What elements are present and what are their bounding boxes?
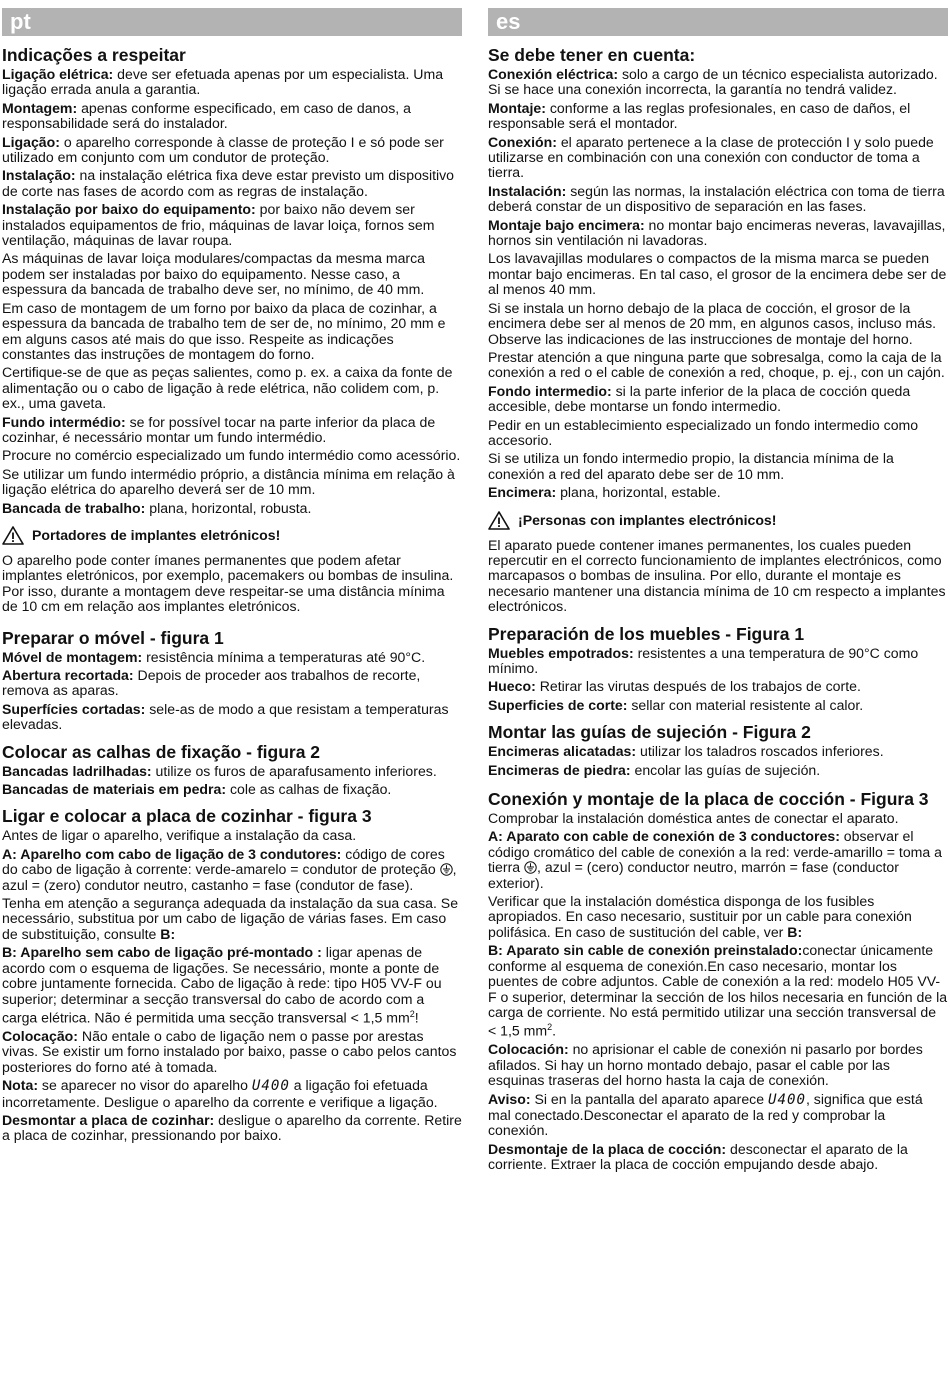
paragraph: El aparato puede contener imanes permanentes, los cuales pueden repercutir en el correcto funcionamiento de implantes electrónicos, como marcapasos o bombas de insulina. Por ello, durante el montaje es necesario mantener una distancia mínima de 10 cm respecto a implantes electrónicos.: [488, 536, 946, 615]
paragraph: Móvel de montagem: resistência mínima a temperaturas até 90°C.: [2, 648, 426, 665]
paragraph: Encimera: plana, horizontal, estable.: [488, 484, 721, 501]
paragraph: Colocación: no aprisionar el cable de conexión ni pasarlo por bordes afilados. Si hay un horno montado debajo, pasar el cable por las esquinas traseras del horno hasta la caja de conexión.: [488, 1041, 923, 1089]
ground-symbol-icon: [524, 861, 537, 874]
warning-heading-pt: Portadores de implantes eletrónicos!: [2, 526, 462, 545]
paragraph: Em caso de montagem de um forno por baixo da placa de cozinhar, a espessura da bancada de trabalho tem de ser de, no mínimo, 20 mm e em alguns casos até mais do que isso. Respeite as indicações constantes das instruções de montagem do forno.: [2, 299, 446, 362]
paragraph: B: Aparato sin cable de conexión preinstalado:conectar únicamente conforme al esquema de conexión.En caso necesario, montar los puentes de cobre adjuntos. Cable de conexión a la red: modelo H05 VV-F o superior, determinar la sección de los hilos necesaria en función de la carga de corriente. No está permitido utilizar una sección transversal de < 1,5 $mm^2$.: [488, 942, 948, 1039]
paragraph: Colocação: Não entale o cabo de ligação nem o passe por arestas vivas. Se existir um forno instalado por baixo, passe o cabo pelos cantos posteriores do forno até à tomada.: [2, 1028, 457, 1075]
language-tab-es: es: [488, 8, 948, 36]
paragraph: Hueco: Retirar las virutas después de los trabajos de corte.: [488, 678, 861, 695]
paragraph: Muebles empotrados: resistentes a una temperatura de 90°C como mínimo.: [488, 644, 919, 676]
paragraph: A: Aparelho com cabo de ligação de 3 condutores: código de cores do cabo de ligação à corrente: verde-amarelo = condutor de proteção , azul = (zero) condutor neutro, castanho = fase (condutor de fase).: [2, 845, 457, 893]
paragraph: Desmontaje de la placa de cocción: desconectar el aparato de la corriente. Extraer la placa de cocción empujando desde abajo.: [488, 1140, 908, 1173]
section-title-rails-pt: Colocar as calhas de fixação - figura 2: [2, 741, 321, 762]
paragraph: Se utilizar um fundo intermédio próprio, a distância mínima em relação à ligação elétrica do aparelho deverá ser de 10 mm.: [2, 465, 455, 498]
paragraph: Prestar atención a que ninguna parte que sobresalga, como la caja de la conexión a red o el cable de conexión a red, choque, p. ej., con un cajón.: [488, 348, 945, 381]
paragraph: Encimeras de piedra: encolar las guías de sujeción.: [488, 761, 821, 778]
paragraph: Fondo intermedio: si la parte inferior de la placa de cocción queda accesible, debe montarse un fondo intermedio.: [488, 382, 911, 415]
paragraph: Los lavavajillas modulares o compactos de la misma marca se pueden montar bajo encimeras. En tal caso, el grosor de la encimera debe ser de al menos 40 mm.: [488, 250, 947, 298]
paragraph: Instalação: na instalação elétrica fixa deve estar previsto um dispositivo de corte nas fases de acordo com as regras de instalação.: [2, 167, 455, 199]
paragraph: Tenha em atenção a segurança adequada da instalação da sua casa. Se necessário, substitua por um cabo de ligação de várias fases. Em caso de substituição, consulte B:: [2, 895, 459, 942]
paragraph: O aparelho pode conter ímanes permanentes que podem afetar implantes eletrónicos, por exemplo, pacemakers ou bombas de insulina. Por isso, durante a montagem deve respeitar-se uma distância mínima de 10 cm em relação aos implantes eletrónicos.: [2, 551, 454, 615]
language-tab-pt: pt: [2, 8, 462, 36]
paragraph: Superficies de corte: sellar con material resistente al calor.: [488, 696, 864, 713]
paragraph: Pedir en un establecimiento especializado un fondo intermedio como accesorio.: [488, 416, 919, 448]
paragraph: Instalación: según las normas, la instalación eléctrica con toma de tierra deberá constar de un dispositivo de separación en las fases.: [488, 182, 945, 215]
display-code: U400: [251, 1078, 290, 1095]
paragraph: Bancadas de materiais em pedra: cole as calhas de fixação.: [2, 781, 392, 798]
column-es: [488, 8, 948, 1176]
section-title-prepare-es: Preparación de los muebles - Figura 1: [488, 623, 805, 644]
section-title-prepare-pt: Preparar o móvel - figura 1: [2, 627, 224, 648]
paragraph: Certifique-se de que as peças salientes, como p. ex. a caixa da fonte de alimentação ou o cabo de ligação à rede elétrica, não colidem com, p. ex., uma gaveta.: [2, 364, 453, 412]
paragraph: Si se utiliza un fondo intermedio propio, la distancia mínima de la conexión a red del aparato debe ser de 10 mm.: [488, 450, 894, 482]
section-title-notes-es: Se debe tener en cuenta:: [488, 45, 696, 65]
paragraph: Conexión eléctrica: solo a cargo de un técnico especialista autorizado. Si se hace una conexión incorrecta, la garantía no tendrá validez.: [488, 66, 938, 98]
paragraph: Encimeras alicatadas: utilizar los taladros roscados inferiores.: [488, 743, 884, 760]
display-code: U400: [767, 1091, 806, 1108]
paragraph: Aviso: Si en la pantalla del aparato aparece U400, significa que está mal conectado.Desconectar el aparato de la red y comprobar la conexión.: [488, 1090, 923, 1139]
paragraph: Montagem: apenas conforme especificado, em caso de danos, a responsabilidade será do instalador.: [2, 99, 411, 132]
paragraph: Ligação elétrica: deve ser efetuada apenas por um especialista. Uma ligação errada anula a garantia.: [2, 66, 444, 98]
paragraph: Si se instala un horno debajo de la placa de cocción, el grosor de la encimera debe ser al menos de 20 mm, en algunos casos, incluso más. Observe las indicaciones de las instrucciones de montaje del horno.: [488, 299, 937, 347]
paragraph: Bancada de trabalho: plana, horizontal, robusta.: [2, 499, 312, 516]
paragraph: Instalação por baixo do equipamento: por baixo não devem ser instalados equipamentos de frio, máquinas de lavar loiça, fornos sem ventilação, máquinas de lavar roupa.: [2, 201, 435, 249]
paragraph: Antes de ligar o aparelho, verifique a instalação da casa.: [2, 827, 357, 844]
section-title-connect-es: Conexión y montaje de la placa de cocción - Figura 3: [488, 789, 929, 810]
paragraph: Desmontar a placa de cozinhar: desligue o aparelho da corrente. Retire a placa de cozinhar, pressionando por baixo.: [2, 1112, 462, 1144]
ground-symbol-icon: [440, 863, 453, 876]
paragraph: Ligação: o aparelho corresponde à classe de proteção I e só pode ser utilizado em conjunto com um condutor de proteção.: [2, 133, 444, 166]
paragraph: Procure no comércio especializado um fundo intermédio como acessório.: [2, 447, 461, 464]
warning-triangle-icon: [2, 526, 24, 545]
paragraph: Comprobar la instalación doméstica antes de conectar el aparato.: [488, 810, 899, 827]
section-title-notes-pt: Indicações a respeitar: [2, 45, 186, 65]
paragraph: Bancadas ladrilhadas: utilize os furos de aparafusamento inferiores.: [2, 762, 437, 779]
paragraph: Verificar que la instalación doméstica disponga de los fusibles apropiados. En caso necesario, sustituir por un cable para conexión polifásica. En caso de sustitución del cable, ver B:: [488, 893, 912, 940]
section-title-rails-es: Montar las guías de sujeción - Figura 2: [488, 722, 811, 743]
column-pt: [2, 8, 462, 1147]
paragraph: A: Aparato con cable de conexión de 3 conductores: observar el código cromático del cable de conexión a la red: verde-amarillo = toma a tierra , azul = (cero) conductor neutro, marrón = fase (conductor exterior).: [488, 828, 942, 891]
paragraph: Montaje: conforme a las reglas profesionales, en caso de daños, el responsable será el montador.: [488, 99, 911, 132]
paragraph: Conexión: el aparato pertenece a la clase de protección I y solo puede utilizarse en combinación con una conexión con conductor de toma a tierra.: [488, 133, 934, 181]
section-title-connect-pt: Ligar e colocar a placa de cozinhar - figura 3: [2, 806, 372, 827]
warning-triangle-icon: [488, 511, 510, 530]
paragraph: Nota: se aparecer no visor do aparelho U400 a ligação foi efetuada incorretamente. Desligue o aparelho da corrente e verifique a ligação.: [2, 1077, 438, 1110]
paragraph: Montaje bajo encimera: no montar bajo encimeras neveras, lavavajillas, hornos sin ventilación ni lavadoras.: [488, 216, 946, 249]
paragraph: Superfícies cortadas: sele-as de modo a que resistam a temperaturas elevadas.: [2, 700, 449, 733]
warning-heading-es: ¡Personas con implantes electrónicos!: [488, 511, 948, 530]
paragraph: As máquinas de lavar loiça modulares/compactas da mesma marca podem ser instaladas por baixo do equipamento. Nesse caso, a espessura da bancada de trabalho deve ser, no mínimo, de 40 mm.: [2, 250, 425, 298]
paragraph: Abertura recortada: Depois de proceder aos trabalhos de recorte, remova as aparas.: [2, 667, 421, 699]
paragraph: B: Aparelho sem cabo de ligação pré-montado : ligar apenas de acordo com o esquema de ligações. Se necessário, monte a ponte de cobre juntamente fornecida. Cabo de ligação à rede: tipo H05 VV-F ou superior; determinar a secção transversal do cabo de acordo com a carga elétrica. Não é permitida uma secção transversal < 1,5 $mm^2$!: [2, 944, 442, 1026]
paragraph: Fundo intermédio: se for possível tocar na parte inferior da placa de cozinhar, é necessário montar um fundo intermédio.: [2, 413, 436, 445]
